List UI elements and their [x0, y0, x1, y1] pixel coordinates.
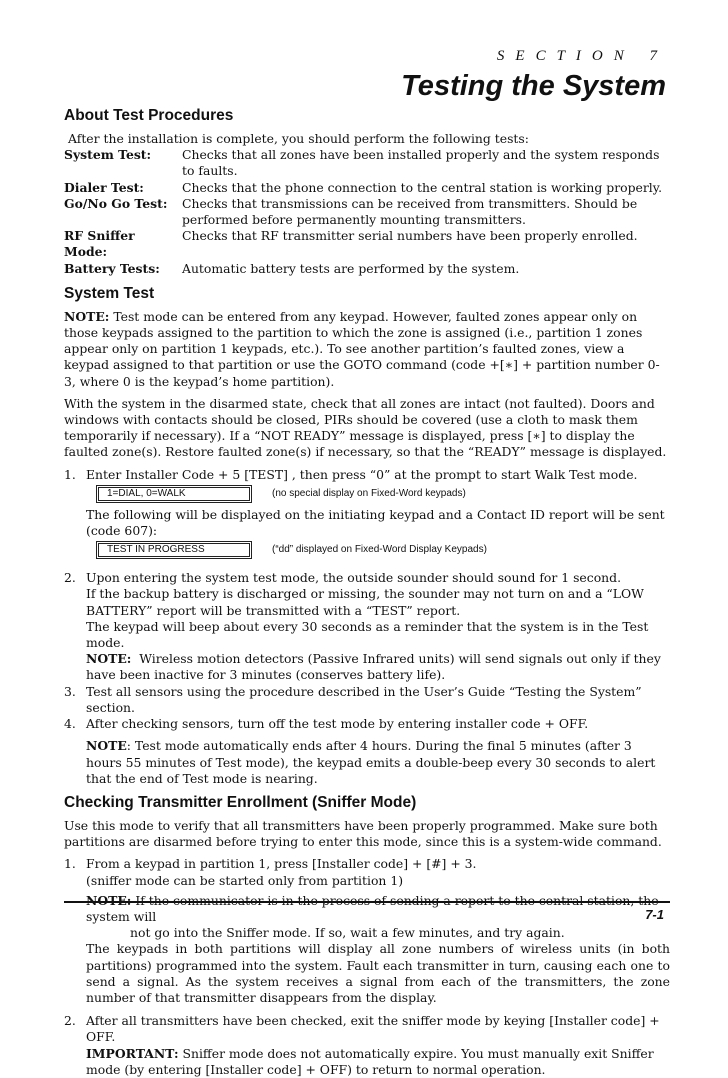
- page-title: Testing the System: [401, 70, 666, 102]
- step-number: 3.: [64, 683, 76, 699]
- step-number: 1.: [64, 856, 76, 872]
- about-heading: About Test Procedures: [64, 107, 234, 124]
- page-number: 7-1: [645, 907, 664, 922]
- note-label: NOTE:: [86, 651, 132, 667]
- lcd-note: (“dd” displayed on Fixed-Word Display Keypads): [272, 544, 487, 556]
- test-desc: Checks that RF transmitter serial numbers have been properly enrolled.: [182, 228, 638, 244]
- step-text: The following will be displayed on the initiating keypad and a Contact ID report will be sent (code 607):: [86, 506, 665, 539]
- about-intro: After the installation is complete, you should perform the following tests:: [68, 131, 529, 146]
- step-text: After all transmitters have been checked, exit the sniffer mode by keying [Installer code] + OFF.: [86, 1013, 660, 1045]
- page-content: [64, 107, 670, 1078]
- sniffer-heading: Checking Transmitter Enrollment (Sniffer Mode): [64, 793, 417, 811]
- note-label: NOTE: [86, 738, 127, 754]
- step-text: The keypad will beep about every 30 seconds as a reminder that the system is in the Test mode.: [86, 618, 649, 651]
- step-text: Test all sensors using the procedure described in the User’s Guide “Testing the System” section.: [86, 683, 642, 715]
- list-item: [64, 716, 670, 787]
- list-item: [64, 467, 670, 564]
- list-item: [64, 1013, 670, 1078]
- test-desc: Checks that the phone connection to the central station is working properly.: [182, 179, 663, 195]
- lcd-note: (no special display on Fixed-Word keypads): [272, 487, 466, 499]
- list-item: [64, 856, 670, 1006]
- test-term: RF Sniffer Mode:: [64, 228, 135, 260]
- note-text: : Test mode automatically ends after 4 hours. During the final 5 minutes (after 3 hours 55 minutes of Test mode), the keypad emits a double-beep every 30 seconds to alert that the end of Test mode is nearing.: [86, 738, 656, 786]
- step-text: The keypads in both partitions will display all zone numbers of wireless units (in both partitions) programmed into the system. Fault each transmitter in turn, causing each one to send a signal. As the system receives a signal from each of the transmitters, the zone number of that transmitter disappears from the display.: [86, 941, 670, 1005]
- test-desc: Automatic battery tests are performed by the system.: [182, 260, 520, 276]
- note-text: Wireless motion detectors (Passive Infrared units) will send signals out only if they have been inactive for 3 minutes (conserves battery life).: [86, 651, 661, 683]
- note-text: system will: [86, 908, 157, 924]
- step-note: [86, 651, 670, 683]
- list-item: [64, 684, 670, 716]
- step-number: 4.: [64, 716, 76, 732]
- sniffer-intro: Use this mode to verify that all transmitters have been properly programmed. Make sure both partitions are disarmed before trying to enter this mode, since this is a system-wide command.: [64, 817, 662, 850]
- step-text: If the backup battery is discharged or missing, the sounder may not turn on and a “LOW BATTERY” report will be transmitted with a “TEST” report.: [86, 586, 644, 618]
- step-number: 1.: [64, 466, 76, 482]
- section-label: SECTION 7: [496, 48, 668, 64]
- system-test-para: With the system in the disarmed state, check that all zones are intact (not faulted). Doors and windows with contacts should be closed, PIRs should be covered (use a cloth to mask them temporarily if necessary). If a “NOT READY” message is displayed, press [∗] to display the faulted zone(s). Restore faulted zone(s) if necessary, so that the “READY” message is displayed.: [64, 395, 667, 460]
- test-desc: Checks that all zones have been installed properly and the system responds to faults.: [182, 147, 660, 179]
- system-test-heading: System Test: [64, 284, 155, 302]
- note-label: NOTE:: [64, 308, 110, 324]
- step-text: Enter Installer Code + 5 [TEST] , then press “0” at the prompt to start Walk Test mode.: [86, 466, 638, 482]
- list-item: [64, 570, 670, 683]
- test-term: Go/No Go Test:: [64, 195, 168, 211]
- step-text: From a keypad in partition 1, press [Installer code] + [#] + 3.: [86, 856, 477, 872]
- important-text: Sniffer mode does not automatically expire. You must manually exit Sniffer mode (by entering [Installer code] + OFF) to return to normal operation.: [86, 1045, 654, 1077]
- note-text: not go into the Sniffer mode. If so, wait a few minutes, and try again.: [130, 925, 565, 941]
- test-term: Battery Tests:: [64, 260, 160, 276]
- step-note: [86, 738, 670, 787]
- test-term: Dialer Test:: [64, 179, 144, 195]
- step-number: 2.: [64, 1013, 76, 1029]
- step-note: [86, 893, 670, 925]
- test-definitions: [64, 147, 670, 277]
- step-number: 2.: [64, 570, 76, 586]
- lcd-example: [96, 541, 670, 559]
- step-text: Upon entering the system test mode, the outside sounder should sound for 1 second.: [86, 570, 622, 586]
- test-term: System Test:: [64, 147, 152, 163]
- lcd-display: TEST IN PROGRESS: [96, 541, 252, 559]
- test-desc: Checks that transmissions can be received from transmitters. Should be performed before permanently mounting transmitters.: [182, 195, 638, 228]
- step-note: [86, 1046, 670, 1078]
- step-text: (sniffer mode can be started only from partition 1): [86, 872, 404, 888]
- important-label: IMPORTANT:: [86, 1045, 179, 1061]
- step-text: After checking sensors, turn off the test mode by entering installer code + OFF.: [86, 716, 589, 732]
- lcd-example: [96, 485, 670, 503]
- lcd-display: 1=DIAL, 0=WALK: [96, 485, 252, 503]
- note-text: Test mode can be entered from any keypad. However, faulted zones appear only on those keypads assigned to the partition to which the zone is assigned (i.e., partition 1 zones appear only on partition 1 keypads, etc.). To see another partition’s faulted zones, view a keypad assigned to that partition or use the GOTO command (code +[∗] + partition number 0-3, where 0 is the keypad’s home partition).: [64, 308, 660, 389]
- footer-rule: [64, 901, 670, 903]
- system-test-note: [64, 309, 670, 390]
